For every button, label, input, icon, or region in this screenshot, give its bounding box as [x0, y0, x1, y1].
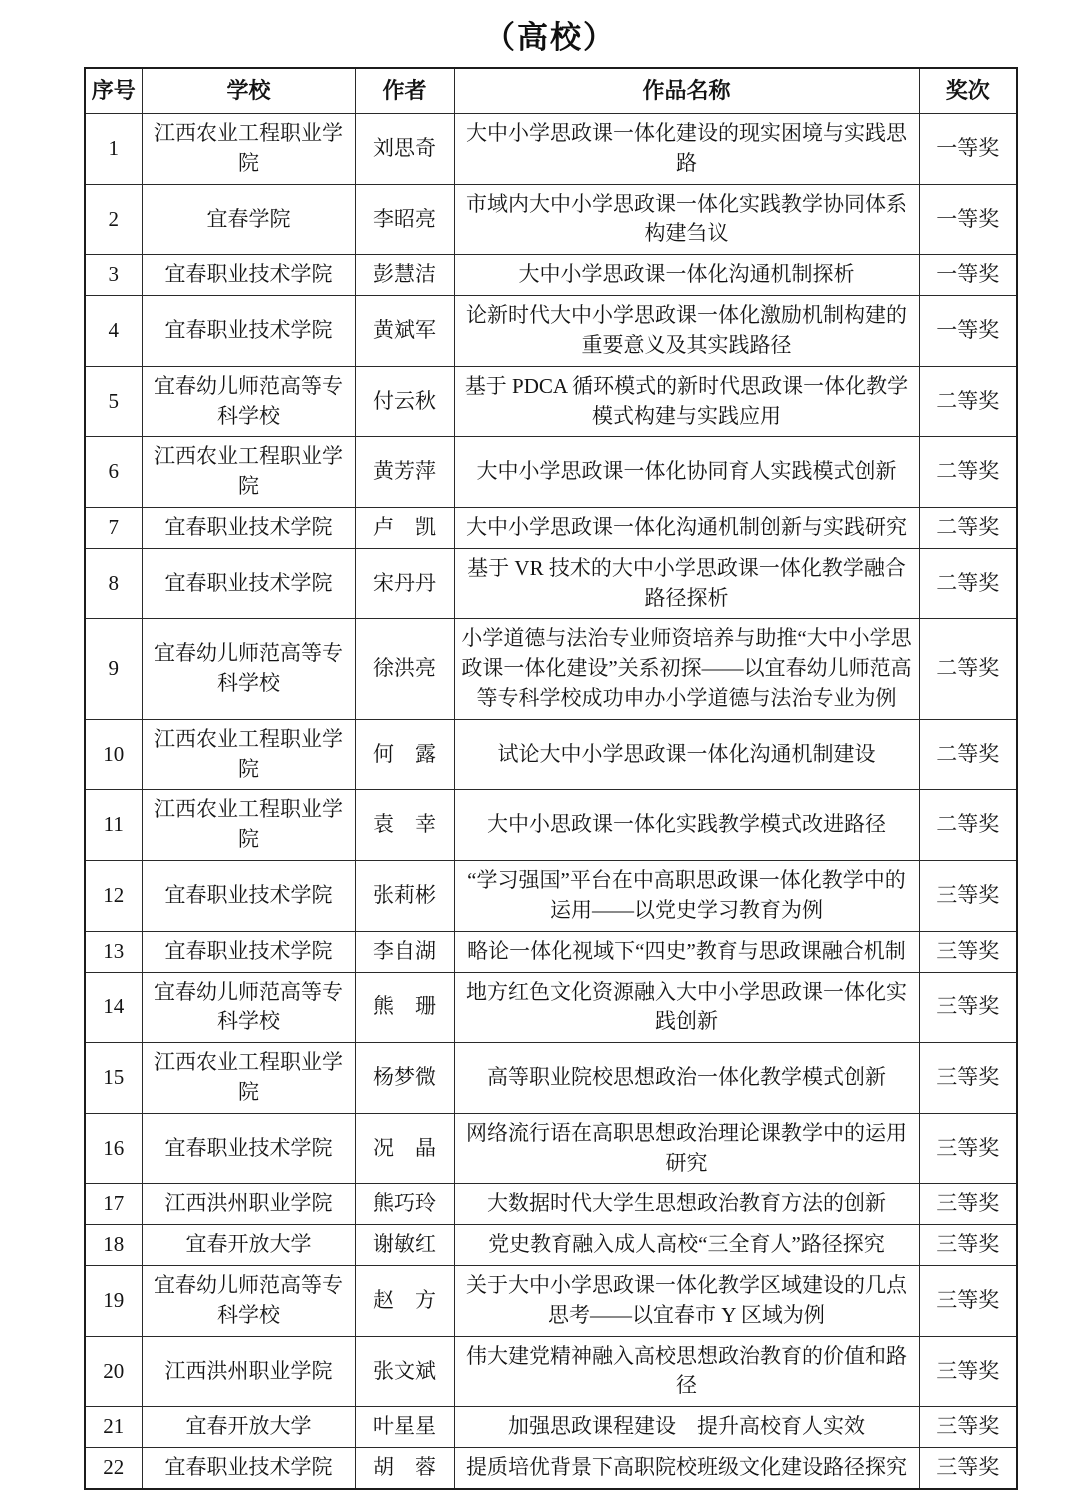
cell-author: 况 晶 [355, 1113, 454, 1184]
table-row [85, 1266, 1017, 1337]
cell-award: 三等奖 [919, 1225, 1017, 1266]
cell-no: 11 [85, 790, 142, 861]
cell-no: 4 [85, 296, 142, 367]
cell-work: 加强思政课程建设 提升高校育人实效 [454, 1407, 919, 1448]
cell-author: 胡 蓉 [355, 1448, 454, 1489]
header-school: 学校 [142, 68, 355, 114]
cell-award: 二等奖 [919, 790, 1017, 861]
cell-no: 10 [85, 719, 142, 790]
cell-school: 宜春职业技术学院 [142, 861, 355, 932]
cell-school: 宜春职业技术学院 [142, 296, 355, 367]
cell-author: 袁 幸 [355, 790, 454, 861]
cell-award: 二等奖 [919, 719, 1017, 790]
award-table [84, 67, 1018, 1490]
table-row [85, 114, 1017, 185]
cell-author: 张莉彬 [355, 861, 454, 932]
cell-work: 地方红色文化资源融入大中小学思政课一体化实践创新 [454, 972, 919, 1043]
table-row [85, 1407, 1017, 1448]
cell-no: 1 [85, 114, 142, 185]
header-row [85, 68, 1017, 114]
table-row [85, 972, 1017, 1043]
cell-work: 关于大中小学思政课一体化教学区域建设的几点思考——以宜春市 Y 区域为例 [454, 1266, 919, 1337]
cell-author: 熊巧玲 [355, 1184, 454, 1225]
cell-work: 大中小学思政课一体化沟通机制探析 [454, 255, 919, 296]
cell-award: 二等奖 [919, 619, 1017, 719]
cell-author: 杨梦微 [355, 1043, 454, 1114]
cell-work: 提质培优背景下高职院校班级文化建设路径探究 [454, 1448, 919, 1489]
cell-author: 黄斌军 [355, 296, 454, 367]
cell-award: 三等奖 [919, 931, 1017, 972]
cell-no: 21 [85, 1407, 142, 1448]
cell-author: 李自湖 [355, 931, 454, 972]
cell-author: 徐洪亮 [355, 619, 454, 719]
cell-school: 宜春开放大学 [142, 1407, 355, 1448]
cell-award: 一等奖 [919, 255, 1017, 296]
cell-award: 三等奖 [919, 1184, 1017, 1225]
cell-no: 9 [85, 619, 142, 719]
table-row [85, 1448, 1017, 1489]
cell-award: 三等奖 [919, 1407, 1017, 1448]
cell-award: 三等奖 [919, 1336, 1017, 1407]
cell-school: 宜春幼儿师范高等专科学校 [142, 619, 355, 719]
cell-author: 卢 凯 [355, 507, 454, 548]
table-row [85, 507, 1017, 548]
cell-no: 3 [85, 255, 142, 296]
cell-school: 宜春幼儿师范高等专科学校 [142, 1266, 355, 1337]
page-title: （高校） [484, 20, 616, 55]
header-no: 序号 [85, 68, 142, 114]
cell-award: 三等奖 [919, 1266, 1017, 1337]
table-row [85, 1225, 1017, 1266]
cell-author: 刘思奇 [355, 114, 454, 185]
cell-work: 党史教育融入成人高校“三全育人”路径探究 [454, 1225, 919, 1266]
header-work: 作品名称 [454, 68, 919, 114]
cell-school: 宜春职业技术学院 [142, 548, 355, 619]
cell-author: 宋丹丹 [355, 548, 454, 619]
cell-award: 二等奖 [919, 507, 1017, 548]
cell-school: 江西农业工程职业学院 [142, 719, 355, 790]
cell-no: 14 [85, 972, 142, 1043]
cell-work: 论新时代大中小学思政课一体化激励机制构建的重要意义及其实践路径 [454, 296, 919, 367]
cell-no: 22 [85, 1448, 142, 1489]
cell-award: 三等奖 [919, 1043, 1017, 1114]
cell-school: 江西农业工程职业学院 [142, 437, 355, 508]
table-row [85, 296, 1017, 367]
cell-author: 熊 珊 [355, 972, 454, 1043]
cell-award: 三等奖 [919, 1448, 1017, 1489]
cell-work: 基于 VR 技术的大中小学思政课一体化教学融合路径探析 [454, 548, 919, 619]
cell-author: 谢敏红 [355, 1225, 454, 1266]
cell-author: 付云秋 [355, 366, 454, 437]
cell-no: 5 [85, 366, 142, 437]
cell-school: 江西农业工程职业学院 [142, 1043, 355, 1114]
cell-work: 高等职业院校思想政治一体化教学模式创新 [454, 1043, 919, 1114]
cell-work: “学习强国”平台在中高职思政课一体化教学中的运用——以党史学习教育为例 [454, 861, 919, 932]
table-row [85, 619, 1017, 719]
cell-school: 宜春职业技术学院 [142, 1113, 355, 1184]
cell-award: 三等奖 [919, 972, 1017, 1043]
cell-author: 赵 方 [355, 1266, 454, 1337]
cell-school: 江西洪州职业学院 [142, 1336, 355, 1407]
cell-work: 伟大建党精神融入高校思想政治教育的价值和路径 [454, 1336, 919, 1407]
cell-award: 二等奖 [919, 548, 1017, 619]
cell-no: 16 [85, 1113, 142, 1184]
cell-work: 小学道德与法治专业师资培养与助推“大中小学思政课一体化建设”关系初探——以宜春幼儿师范高等专科学校成功申办小学道德与法治专业为例 [454, 619, 919, 719]
cell-school: 江西农业工程职业学院 [142, 790, 355, 861]
cell-work: 市域内大中小学思政课一体化实践教学协同体系构建刍议 [454, 184, 919, 255]
header-award: 奖次 [919, 68, 1017, 114]
table-row [85, 1336, 1017, 1407]
cell-author: 张文斌 [355, 1336, 454, 1407]
table-body [85, 114, 1017, 1489]
cell-no: 20 [85, 1336, 142, 1407]
cell-award: 二等奖 [919, 366, 1017, 437]
cell-no: 17 [85, 1184, 142, 1225]
table-row [85, 548, 1017, 619]
cell-school: 宜春幼儿师范高等专科学校 [142, 972, 355, 1043]
cell-school: 宜春幼儿师范高等专科学校 [142, 366, 355, 437]
cell-author: 李昭亮 [355, 184, 454, 255]
table-row [85, 1184, 1017, 1225]
cell-author: 叶星星 [355, 1407, 454, 1448]
cell-no: 19 [85, 1266, 142, 1337]
cell-award: 三等奖 [919, 1113, 1017, 1184]
cell-award: 一等奖 [919, 114, 1017, 185]
cell-school: 江西洪州职业学院 [142, 1184, 355, 1225]
cell-school: 宜春职业技术学院 [142, 507, 355, 548]
table-row [85, 255, 1017, 296]
cell-award: 一等奖 [919, 184, 1017, 255]
cell-award: 一等奖 [919, 296, 1017, 367]
table-row [85, 437, 1017, 508]
cell-author: 何 露 [355, 719, 454, 790]
cell-author: 黄芳萍 [355, 437, 454, 508]
table-row [85, 719, 1017, 790]
cell-work: 网络流行语在高职思想政治理论课教学中的运用研究 [454, 1113, 919, 1184]
cell-work: 大中小学思政课一体化沟通机制创新与实践研究 [454, 507, 919, 548]
cell-no: 8 [85, 548, 142, 619]
cell-work: 基于 PDCA 循环模式的新时代思政课一体化教学模式构建与实践应用 [454, 366, 919, 437]
cell-school: 宜春职业技术学院 [142, 1448, 355, 1489]
cell-work: 大中小学思政课一体化建设的现实困境与实践思路 [454, 114, 919, 185]
cell-school: 宜春职业技术学院 [142, 255, 355, 296]
header-author: 作者 [355, 68, 454, 114]
cell-no: 6 [85, 437, 142, 508]
cell-work: 试论大中小学思政课一体化沟通机制建设 [454, 719, 919, 790]
document-page [0, 12, 1080, 1480]
cell-school: 宜春职业技术学院 [142, 931, 355, 972]
table-row [85, 1113, 1017, 1184]
table-header [85, 68, 1017, 114]
cell-author: 彭慧洁 [355, 255, 454, 296]
cell-award: 三等奖 [919, 861, 1017, 932]
cell-no: 7 [85, 507, 142, 548]
cell-no: 18 [85, 1225, 142, 1266]
table-row [85, 861, 1017, 932]
cell-no: 2 [85, 184, 142, 255]
cell-work: 大数据时代大学生思想政治教育方法的创新 [454, 1184, 919, 1225]
table-row [85, 184, 1017, 255]
cell-no: 15 [85, 1043, 142, 1114]
cell-school: 江西农业工程职业学院 [142, 114, 355, 185]
table-row [85, 790, 1017, 861]
table-row [85, 1043, 1017, 1114]
cell-no: 12 [85, 861, 142, 932]
table-row [85, 931, 1017, 972]
cell-work: 略论一体化视域下“四史”教育与思政课融合机制 [454, 931, 919, 972]
cell-work: 大中小学思政课一体化协同育人实践模式创新 [454, 437, 919, 508]
cell-work: 大中小思政课一体化实践教学模式改进路径 [454, 790, 919, 861]
cell-no: 13 [85, 931, 142, 972]
cell-school: 宜春开放大学 [142, 1225, 355, 1266]
cell-school: 宜春学院 [142, 184, 355, 255]
cell-award: 二等奖 [919, 437, 1017, 508]
table-row [85, 366, 1017, 437]
